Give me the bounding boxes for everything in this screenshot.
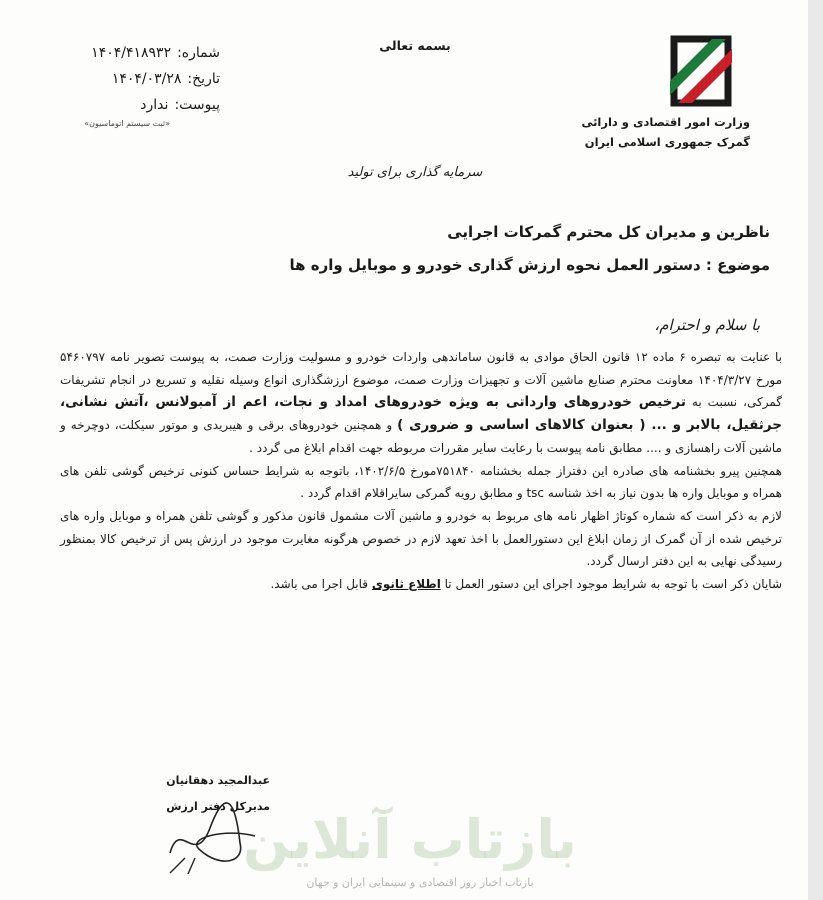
ministry-line-2: گمرک جمهوری اسلامی ایران [584, 135, 750, 149]
p4-underlined: اطلاع ثانوی [371, 577, 441, 592]
paragraph-1 [60, 346, 782, 460]
paragraph-2: همچنین پیرو بخشنامه های صادره این دفتراز جمله بخشنامه ۷۵۱۸۴۰مورخ ۱۴۰۲/۶/۵، باتوجه به شرایط حساس کنونی ترخیص گوشی تلفن های همراه و موبایل واره ها بدون نیاز به اخذ شناسه tsc و مطابق رویه گمرکی سایراقلام اقدام گردد . [60, 463, 782, 501]
paragraph-4 [60, 573, 782, 596]
basmala: بسمه تعالی [379, 38, 451, 53]
meta-date [70, 66, 220, 92]
watermark-brand: بازتاب آنلاین [243, 808, 577, 871]
attachment-label: پیوست: [174, 97, 220, 113]
subject-line: موضوع : دستور العمل نحوه ارزش گذاری خودرو و موبایل واره ها [289, 256, 770, 274]
attachment-value: ندارد [140, 97, 169, 113]
ministry-block [581, 112, 750, 152]
addressee: ناظرین و مدیران کل محترم گمرکات اجرایی [447, 223, 770, 241]
p4-text-b: قابل اجرا می باشد. [270, 577, 369, 592]
ministry-line-1: وزارت امور اقتصادی و دارائی [581, 115, 750, 129]
letter-body [60, 346, 782, 596]
date-value: ۱۴۰۴/۰۳/۲۸ [111, 71, 182, 87]
slogan: سرمایه گذاری برای تولید [347, 165, 483, 180]
letter-meta [70, 40, 220, 130]
p4-text-a: شایان ذکر است با توجه به شرایط موجود اجرای این دستور العمل تا [444, 577, 782, 592]
p1-text-c: و همچنین خودروهای برقی و هیبریدی و موتور سیکلت، دوچرخه و ماشین آلات راهسازی و .... مطابق نامه پیوست با رعایت سایر مقررات مربوطه جهت اقدام ابلاغ می گردد . [60, 418, 782, 455]
meta-attachment [70, 92, 220, 118]
signer-title: مدیرکل دفتر ارزش [166, 800, 270, 813]
watermark-tagline: بازتاب اخبار روز اقتصادی و سینمایی ایران و جهان [306, 876, 534, 889]
customs-logo-icon [664, 33, 738, 109]
p1-text-bold: ترخیص خودروهای وارداتی به ویژه خودروهای امداد و نجات، اعم از آمبولانس ،آتش نشانی، جرثقیل، بالابر و ... ( بعنوان کالاهای اساسی و ضروری ) [60, 394, 782, 434]
meta-number [70, 40, 220, 66]
number-label: شماره: [177, 45, 220, 61]
signer-name: عبدالمجید دهقانیان [166, 774, 270, 787]
date-label: تاریخ: [187, 71, 220, 87]
p1-text-a: با عنایت به تبصره ۶ ماده ۱۲ قانون الحاق موادی به قانون ساماندهی واردات خودرو و مسولیت وزارت صمت، به پیوست تصویر نامه ۵۴۶۰۷۹۷ مورخ ۱۴۰۴/۳/۲۷ معاونت محترم صنایع ماشین آلات و تجهیزات وزارت صمت، موضوع ارزشگذاری انواع وسیله نقلیه و تسریع در انجام تشریفات گمرکی، نسبت به [60, 350, 783, 410]
system-note: «ثبت سیستم اتوماسیون» [84, 119, 170, 128]
paragraph-3: لازم به ذکر است که شماره کوتاژ اظهار نامه های مربوط به خودرو و ماشین آلات مشمول قانون مذکور و گوشی تلفن همراه و موبایل واره های ترخیص شده از آن گمرک از زمان ابلاغ این دستورالعمل با اخذ تعهد لازم در خصوص هرگونه مغایرت موجود در ارزش پس از ترخیص کالا بمنظور رسیدگی نهایی به این دفتر ارسال گردد. [60, 508, 782, 569]
greeting: با سلام و احترام، [654, 316, 760, 334]
number-value: ۱۴۰۴/۴۱۸۹۳۲ [91, 45, 172, 61]
